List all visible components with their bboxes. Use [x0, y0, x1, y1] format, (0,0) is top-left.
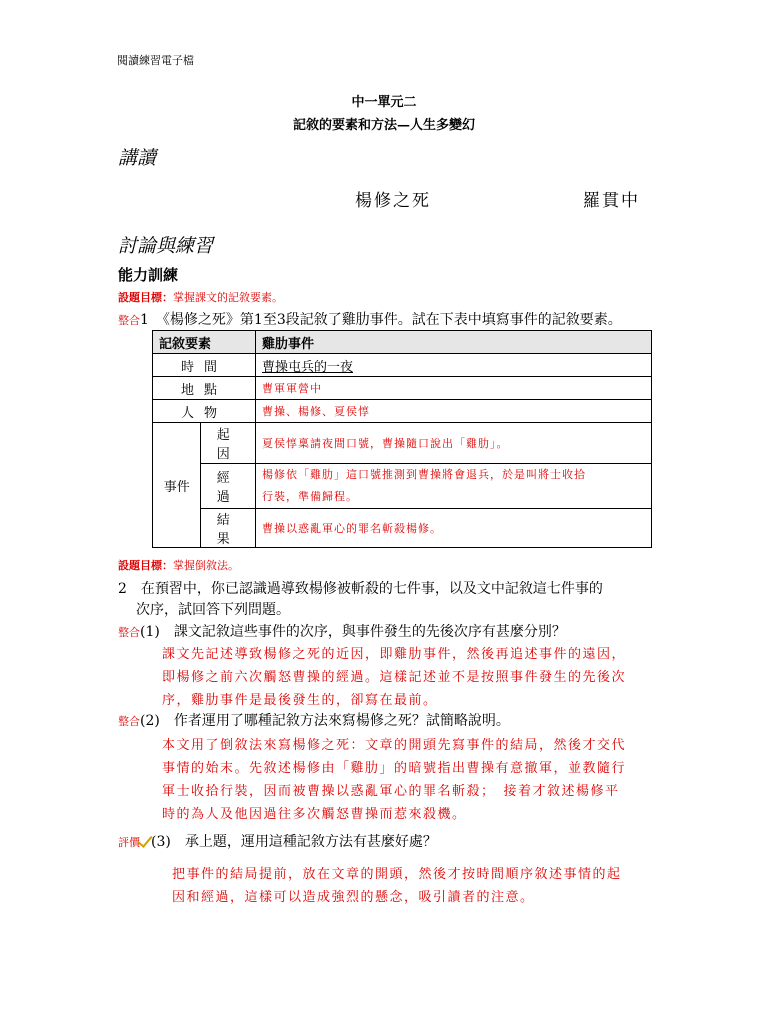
- q2-3-text: (3) 承上題，運用這種記敘方法有甚麼好處？: [151, 834, 437, 850]
- question-2-1: [118, 621, 566, 641]
- q2-1-text: (1) 課文記敘這些事件的次序，與事件發生的先後次序有甚麼分別？: [140, 624, 566, 640]
- process-value: [256, 464, 652, 509]
- lesson-author: 羅貫中: [583, 191, 640, 211]
- cause-label: 起因: [201, 423, 256, 464]
- q2-3-tag: 評價: [118, 836, 140, 849]
- question-1: [118, 309, 622, 329]
- a2-2-line3: 軍士收拾行裝，因而被曹操以惑亂軍心的罪名斬殺； 接着才敘述楊修平: [162, 784, 620, 799]
- goal-1: [118, 289, 283, 305]
- a2-1-line1: 課文先記述導致楊修之死的近因，即雞肋事件，然後再追述事件的遠因，: [162, 647, 627, 662]
- q2-line1: 2 在預習中，你已認識過導致楊修被斬殺的七件事，以及文中記敘這七件事的: [118, 581, 603, 597]
- people-value: 曹操、楊修、夏侯惇: [256, 400, 652, 423]
- q2-1-tag: 整合: [118, 626, 140, 639]
- place-value: 曹軍軍營中: [256, 377, 652, 400]
- cause-value: 夏侯惇稟請夜間口號，曹操隨口說出「雞肋」。: [256, 423, 652, 464]
- ability-heading: 能力訓練: [118, 266, 179, 284]
- section-discuss: 討論與練習: [118, 235, 214, 257]
- a2-1-line2: 即楊修之前六次觸怒曹操的經過。這樣記述並不是按照事件發生的先後次: [162, 670, 627, 685]
- unit-title: 中一單元二: [351, 95, 417, 110]
- a2-2-line4: 時的為人及他因過往多次觸怒曹操而惹來殺機。: [162, 807, 467, 822]
- lesson-title: 楊修之死: [355, 191, 431, 211]
- process-value-line1: 楊修依「雞肋」這口號推測到曹操將會退兵，於是叫將士收拾: [262, 468, 586, 481]
- place-label: 地點: [153, 377, 256, 400]
- topic-title: 記敘的要素和方法—人生多變幻: [292, 118, 475, 133]
- goal-1-label: 設題目標：: [118, 291, 173, 304]
- q1-text: 1 《楊修之死》第1至3段記敘了雞肋事件。試在下表中填寫事件的記敘要素。: [140, 312, 622, 328]
- section-read: 講讀: [118, 147, 157, 169]
- time-value: [256, 354, 652, 377]
- process-label: 經過: [201, 464, 256, 509]
- time-value-text: 曹操屯兵的一夜: [262, 359, 354, 375]
- q2-line2: 次序，試回答下列問題。: [136, 602, 290, 618]
- result-label: 結果: [201, 509, 256, 548]
- a2-2-line1: 本文用了倒敘法來寫楊修之死：文章的開頭先寫事件的結局，然後才交代: [162, 738, 627, 753]
- table-header-event: 雞肋事件: [256, 331, 652, 354]
- page-header: 閱讀練習電子檔: [117, 54, 194, 67]
- goal-2-label: 設題目標：: [118, 559, 173, 572]
- event-label: 事件: [153, 423, 201, 548]
- goal-1-text: 掌握課文的記敘要素。: [173, 291, 283, 304]
- people-label: 人物: [153, 400, 256, 423]
- a2-1-line3: 序，雞肋事件是最後發生的，卻寫在最前。: [162, 693, 438, 708]
- q1-tag: 整合: [118, 314, 140, 327]
- table-header-elements: 記敘要素: [153, 331, 256, 354]
- question-2-3: [118, 831, 437, 851]
- time-label: 時間: [153, 354, 256, 377]
- goal-2: [118, 557, 239, 573]
- process-value-line2: 行裝，準備歸程。: [262, 490, 358, 503]
- a2-3-line2: 因和經過，這樣可以造成強烈的懸念，吸引讀者的注意。: [172, 890, 535, 905]
- a2-3-line1: 把事件的結局提前，放在文章的開頭，然後才按時間順序敘述事情的起: [172, 867, 622, 882]
- a2-2-line2: 事情的始末。先敘述楊修由「雞肋」的暗號指出曹操有意撤軍，並教隨行: [162, 761, 627, 776]
- result-value: 曹操以惑亂軍心的罪名斬殺楊修。: [256, 509, 652, 548]
- q2-2-tag: 整合: [118, 715, 140, 728]
- q2-2-text: (2) 作者運用了哪種記敘方法來寫楊修之死？試簡略說明。: [140, 713, 510, 729]
- elements-table: [152, 330, 652, 548]
- question-2-2: [118, 710, 510, 730]
- goal-2-text: 掌握倒敘法。: [173, 559, 239, 572]
